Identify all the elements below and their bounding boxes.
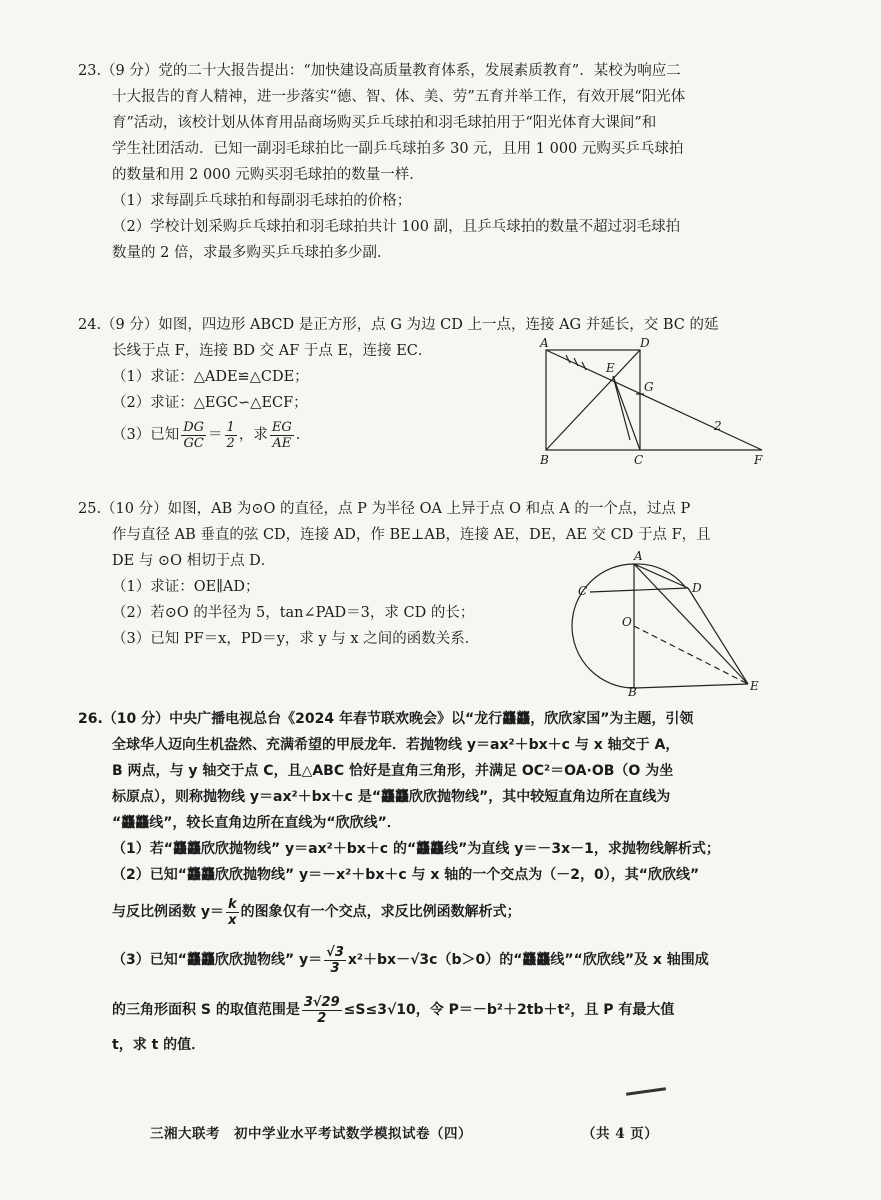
label-g: G (644, 380, 654, 394)
problem-25-line: 作与直径 AB 垂直的弦 CD，连接 AD，作 BE⊥AB，连接 AE，DE，AE 交 CD 于点 F，且 (112, 527, 711, 543)
q2-tail-prefix: 与反比例函数 y＝ (112, 904, 224, 920)
frac-denominator: 2 (226, 435, 235, 451)
problem-23-line: 数量的 2 倍，求最多购买乒乓球拍多少副． (112, 245, 392, 261)
page-footer (150, 1122, 710, 1142)
problem-23-line: 育”活动，该校计划从体育用品商场购买乒乓球拍和羽毛球拍用于“阳光体育大课间”和 (112, 115, 657, 131)
label-b: B (540, 453, 549, 467)
problem-23-question-1: （1）求每副乒乓球拍和每副羽毛球拍的价格； (112, 193, 412, 209)
problem-26-question-1: （1）若“龘龘欣欣抛物线” y＝ax²＋bx＋c 的“龘龘线”为直线 y＝－3x－1，求抛物线解析式； (112, 841, 720, 857)
q3-prefix: （3）已知“龘龘欣欣抛物线” y＝ (112, 952, 323, 968)
problem-24-question-2: （2）求证：△EGC∽△ECF； (112, 395, 308, 411)
problem-23-line: 学生社团活动．已知一副羽毛球拍比一副乒乓球拍多 30 元，且用 1 000 元购买乒乓球拍 (112, 141, 684, 157)
figure-25-svg (566, 548, 766, 696)
frac-numerator: k (228, 896, 237, 912)
footer-page-count: （共 4 页） (582, 1126, 659, 1142)
label-e: E (750, 679, 759, 693)
pen-mark (626, 1087, 666, 1096)
problem-26-line: 全球华人迈向生机盎然、充满希望的甲辰龙年．若抛物线 y＝ax²＋bx＋c 与 x 轴交于 A， (112, 737, 680, 753)
label-a: A (634, 549, 643, 563)
problem-26-line: “龘龘线”，较长直角边所在直线为“欣欣线”． (112, 815, 401, 831)
handwritten-mark: 2 (714, 419, 722, 433)
problem-23-question-2: （2）学校计划采购乒乓球拍和羽毛球拍共计 100 副，且乒乓球拍的数量不超过羽毛球拍 (112, 219, 681, 235)
frac-denominator: AE (272, 435, 292, 451)
problem-26-question-3-end: t，求 t 的值． (112, 1037, 206, 1053)
footer-exam-title: 三湘大联考 初中学业水平考试数学模拟试卷（四） (150, 1126, 472, 1142)
fraction-dg-gc (181, 420, 206, 451)
problem-24-line: 24.（9 分）如图，四边形 ABCD 是正方形，点 G 为边 CD 上一点，连接 AG 并延长，交 BC 的延 (78, 317, 719, 333)
problem-23-line: 23.（9 分）党的二十大报告提出：“加快建设高质量教育体系，发展素质教育”．某校为响应二 (78, 63, 681, 79)
problem-26-line: 26.（10 分）中央广播电视总台《2024 年春节联欢晚会》以“龙行龘龘，欣欣家国”为主题，引领 (78, 711, 694, 727)
fraction-3sqrt29-over-2 (302, 995, 342, 1026)
frac-numerator: DG (183, 419, 205, 435)
frac-denominator: 2 (317, 1010, 327, 1026)
q3b-suffix: ≤S≤3√10，令 P＝－b²＋2tb＋t²，且 P 有最大值 (343, 1002, 675, 1018)
frac-numerator: 3√29 (303, 994, 340, 1010)
fraction-sqrt3-over-3 (324, 945, 346, 976)
frac-denominator: x (228, 912, 237, 928)
problem-25-question-3: （3）已知 PF＝x，PD＝y，求 y 与 x 之间的函数关系． (112, 631, 480, 647)
figure-24-svg (536, 336, 772, 470)
fraction-eg-ae (270, 420, 294, 451)
fraction-one-half (225, 420, 237, 451)
equals-sign: ＝ (208, 427, 223, 443)
problem-25-line: 25.（10 分）如图，AB 为⊙O 的直径，点 P 为半径 OA 上异于点 O 和点 A 的一个点，过点 P (78, 501, 691, 517)
problem-25-line: DE 与 ⊙O 相切于点 D． (112, 553, 276, 569)
problem-23-line: 十大报告的育人精神，进一步落实“德、智、体、美、劳”五育并举工作，有效开展“阳光体 (112, 89, 686, 105)
problem-26-question-3-range (78, 988, 778, 1032)
label-a: A (540, 336, 549, 350)
problem-26-question-2-tail (78, 892, 778, 932)
problem-24-question-1: （1）求证：△ADE≌△CDE； (112, 369, 309, 385)
problem-25-question-2: （2）若⊙O 的半径为 5，tan∠PAD＝3，求 CD 的长； (112, 605, 475, 621)
figure-square-abcd (536, 336, 772, 470)
label-b: B (628, 685, 637, 696)
problem-26-question-2: （2）已知“龘龘欣欣抛物线” y＝－x²＋bx＋c 与 x 轴的一个交点为（－2，0），其“欣欣线” (112, 867, 700, 883)
frac-numerator: 1 (226, 419, 235, 435)
problem-23-line: 的数量和用 2 000 元购买羽毛球拍的数量一样． (112, 167, 424, 183)
frac-denominator: 3 (330, 960, 340, 976)
label-f: F (754, 453, 763, 467)
problem-25-question-1: （1）求证：OE∥AD； (112, 579, 260, 595)
fraction-k-x (226, 897, 239, 928)
q3-end: ． (295, 427, 311, 443)
problem-26-line: 标原点），则称抛物线 y＝ax²＋bx＋c 是“龘龘欣欣抛物线”，其中较短直角边所在直线为 (112, 789, 671, 805)
q3-suffix: x²＋bx－√3c（b＞0）的“龘龘线”“欣欣线”及 x 轴围成 (347, 952, 709, 968)
frac-numerator: EG (271, 419, 292, 435)
label-c: C (578, 584, 588, 598)
figure-circle-o (566, 548, 766, 696)
label-d: D (692, 581, 702, 595)
q3b-prefix: 的三角形面积 S 的取值范围是 (112, 1002, 300, 1018)
label-e: E (606, 361, 615, 375)
problem-26 (78, 706, 778, 1058)
problem-26-question-3 (78, 938, 778, 982)
label-o: O (622, 615, 632, 629)
problem-24-line: 长线于点 F，连接 BD 交 AF 于点 E，连接 EC． (112, 343, 433, 359)
q3-prefix: （3）已知 (112, 427, 180, 443)
label-c: C (634, 453, 644, 467)
q3-mid: ，求 (238, 427, 268, 443)
frac-numerator: √3 (326, 944, 344, 960)
label-d: D (640, 336, 650, 350)
problem-23 (78, 58, 778, 266)
q2-tail-suffix: 的图象仅有一个交点，求反比例函数解析式； (240, 904, 521, 920)
frac-denominator: GC (183, 435, 204, 451)
problem-26-line: B 两点，与 y 轴交于点 C，且△ABC 恰好是直角三角形，并满足 OC²＝OA·OB（O 为坐 (112, 763, 674, 779)
